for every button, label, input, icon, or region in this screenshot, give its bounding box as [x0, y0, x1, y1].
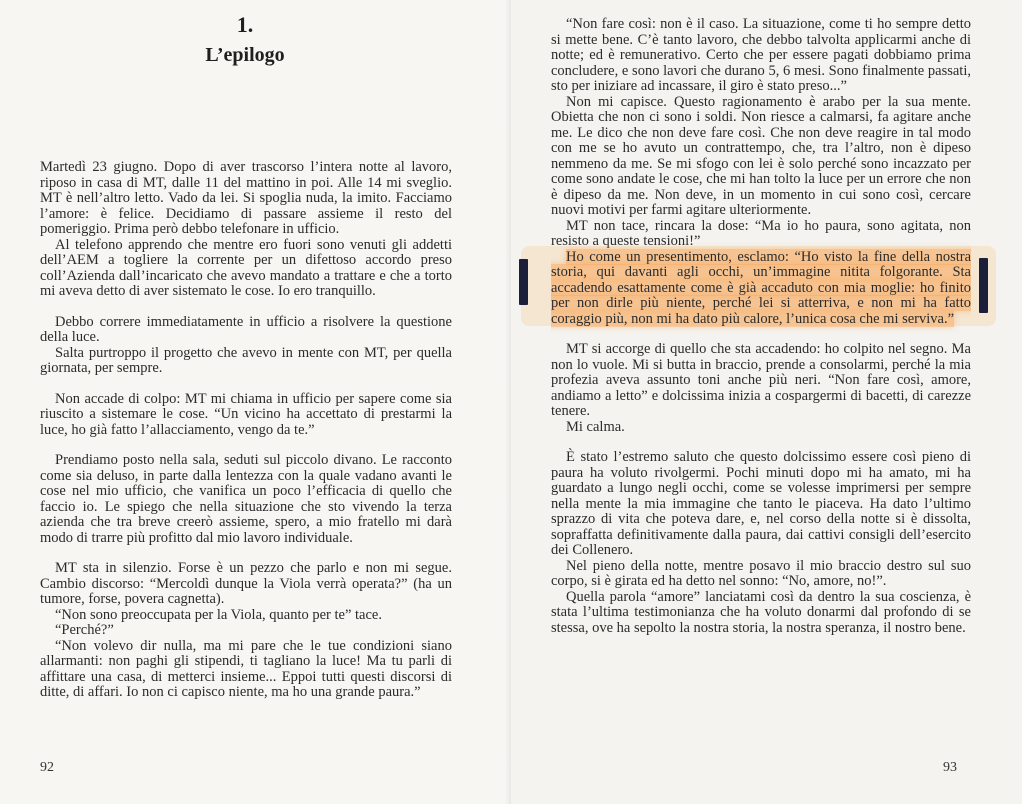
- paragraph: Debbo correre immediatamente in ufficio a risolvere la questione della luce.: [40, 313, 452, 345]
- paragraph: Al telefono apprendo che mentre ero fuori sono venuti gli addetti dell’AEM a togliere la corrente per un difettoso accordo preso coll’Azienda dall’incaricato che avevo mandato a trattare e che a torto mi aveva detto di aver sistemato le cose. Io ero tranquillo.: [40, 236, 452, 299]
- paragraph: “Perché?”: [55, 622, 114, 638]
- paragraph: MT sta in silenzio. Forse è un pezzo che parlo e non mi segue. Cambio discorso: “Mercoldì dunque la Viola verrà operata?” (ha un tumore, forse, povera cagnetta).: [40, 560, 452, 607]
- highlighted-paragraph: [551, 250, 971, 328]
- paragraph: Salta purtroppo il progetto che avevo in mente con MT, per quella giornata, per sempre.: [40, 344, 452, 376]
- paragraph: Nel pieno della notte, mentre posavo il mio braccio destro sul suo corpo, si è girata ed ha detto nel sonno: “No, amore, no!”.: [551, 557, 971, 589]
- right-page: [511, 0, 1022, 804]
- paragraph: “Non fare così: non è il caso. La situazione, come ti ho sempre detto si mette bene. C’è tanto lavoro, che debbo talvolta applicarmi anche di notte; ed è remunerativo. Certo che per essere pagati dobbiamo prima concludere, e sono lavori che durano 5, 6 mesi. Sono finalmente passati, sto per iniziare ad incassare, il giro è stato preso...”: [551, 16, 971, 94]
- paragraph: “Non volevo dir nulla, ma mi pare che le tue condizioni siano allarmanti: non paghi gli stipendi, ti tagliano la luce! Ma tu parli di affittare una casa, di metterci insieme... Eppoi tutti questi discorsi di ditte, di affari. Io non ci capisco niente, ma ho una grande paura.”: [40, 637, 452, 700]
- left-body-text: [40, 160, 452, 701]
- highlighted-passage: Ho come un presentimento, esclamo: “Ho visto la fine della nostra storia, qui davanti agli occhi, un’immagine nitita folgorante. Sta accadendo esattamente come è già accaduto con mia moglie: ho finito per non dirle più niente, perché lei si atterriva, e non mi ha fatto coraggio più, non mi ha dato più calore, l’unica cosa che mi serviva.”: [551, 248, 971, 327]
- page-number-right: 93: [943, 760, 957, 775]
- paragraph: Non mi capisce. Questo ragionamento è arabo per la sua mente. Obietta che non ci sono i soldi. Non riesce a calmarsi, fa agitare anche me. Le dico che non deve fare così. Che non deve reagire in tal modo con me se ho avuto un contrattempo, che, tra l’altro, non è dipeso nemmeno da me. Se mi sfogo con lei è solo perché sono incazzato per come sono andate le cose, che mi han tolto la luce per un errore che non è dipeso da me. Non deve, in un momento in cui sono così, cercare nuovi motivi per farmi agitare ulteriormente.: [551, 93, 971, 218]
- chapter-number: 1.: [236, 12, 254, 37]
- page-number-left: 92: [40, 760, 54, 775]
- paragraph: È stato l’estremo saluto che questo dolcissimo essere così pieno di paura ha voluto rivolgermi. Pochi minuti dopo mi ha amato, mi ha guardato a lungo negli occhi, come se volesse imprimersi per sempre nella mente la mia immagine che tanto le piaceva. Ha dato l’ultimo sprazzo di vita che poteva dare, e, nel corso della notte si è dissolta, sopraffatta definitivamente dalla paura, dai cattivi consigli dell’esercito dei Collenero.: [551, 449, 971, 558]
- paragraph: Mi calma.: [566, 418, 625, 435]
- chapter-title: L’epilogo: [205, 44, 285, 66]
- paragraph: MT non tace, rincara la dose: “Ma io ho paura, sono agitata, non resisto a queste tensioni!”: [551, 217, 971, 249]
- paragraph: MT si accorge di quello che sta accadendo: ho colpito nel segno. Ma non lo vuole. Mi si butta in braccio, prende a consolarmi, perché la mia profezia aveva assunto toni anche più neri. “Non fare così, amore, andiamo a letto” e dolcissima inizia a cospargermi di bacetti, di carezze tenere.: [551, 341, 971, 419]
- margin-mark-left: [519, 259, 528, 305]
- paragraph: Martedì 23 giugno. Dopo di aver trascorso l’intera notte al lavoro, riposo in casa di MT, dalle 11 del mattino in poi. Alle 14 mi sveglio. MT è nell’altro letto. Vado da lei. Si spoglia nuda, la imito. Facciamo l’amore: è felice. Decidiamo di passare assieme il resto del pomeriggio. Prima però debbo telefonare in ufficio.: [40, 159, 452, 237]
- paragraph: Prendiamo posto nella sala, seduti sul piccolo divano. Le racconto come sia deluso, in parte dalla lentezza con la quale vadano avanti le cose nel mio ufficio, che vanifica un poco l’efficacia di quello che faccio io. Le spiego che nella situazione che sto vivendo la terza azienda che tra breve creerò assieme, spero, a mio fratello mi darà modo di trarre più profitto dal mio lavoro individuale.: [40, 452, 452, 546]
- right-body-text: [551, 17, 971, 636]
- paragraph: “Non sono preoccupata per la Viola, quanto per te” tace.: [55, 606, 382, 623]
- paragraph: Quella parola “amore” lanciatami così da dentro la sua coscienza, è stata l’ultima testimonianza che ha voluto donarmi dal profondo di se stessa, ove ha sepolto la nostra storia, la nostra speranza, il nostro bene.: [551, 588, 971, 636]
- margin-mark-right: [979, 258, 988, 313]
- paragraph: Non accade di colpo: MT mi chiama in ufficio per sapere come sia riuscito a sistemare le cose. “Un vicino ha accettato di prestarmi la luce, ho già fatto l’allacciamento, vengo da te.”: [40, 390, 452, 438]
